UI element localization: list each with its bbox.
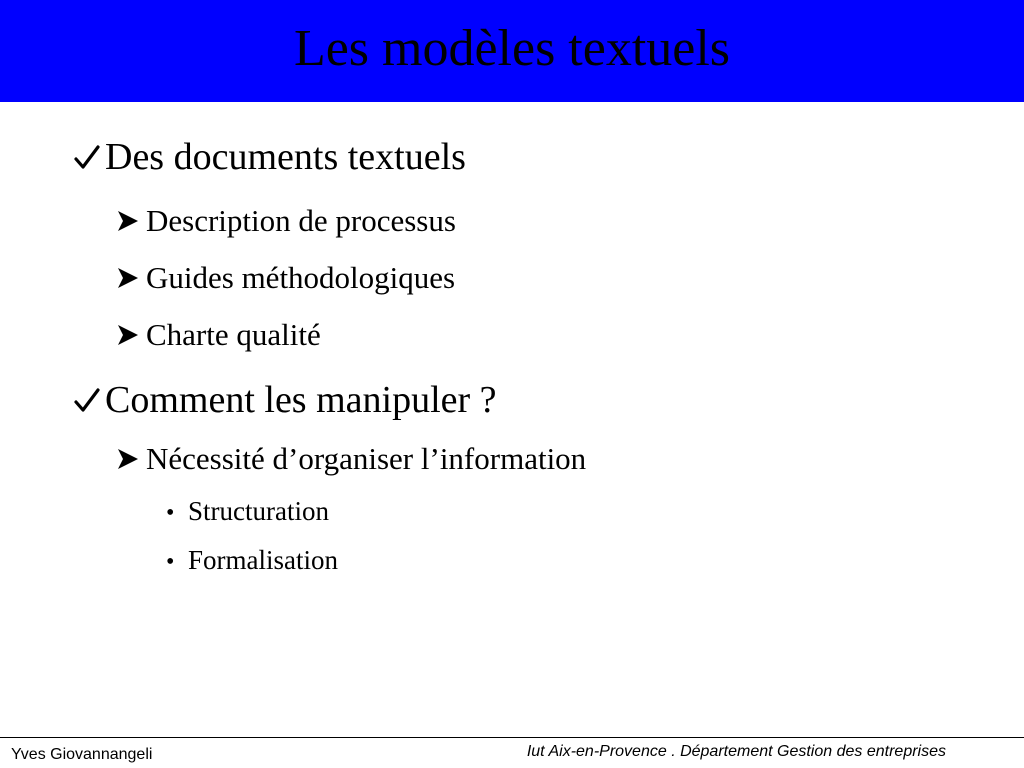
bullet-text: Nécessité d’organiser l’information (146, 441, 587, 476)
check-icon (74, 382, 102, 412)
arrow-icon (116, 202, 144, 240)
bullet-item-level-2 (116, 202, 456, 240)
bullet-text: Guides méthodologiques (146, 260, 456, 295)
bullet-icon: • (166, 549, 175, 575)
arrow-icon (116, 259, 144, 297)
bullet-text: Structuration (188, 496, 329, 526)
bullet-text: Charte qualité (146, 317, 321, 352)
bullet-item-level-2 (116, 316, 321, 354)
check-icon (74, 139, 102, 169)
bullet-item-level-1 (74, 134, 466, 180)
bullet-text: Des documents textuels (105, 136, 466, 178)
footer (0, 737, 1024, 768)
arrow-icon (116, 316, 144, 354)
bullet-item-level-1 (74, 377, 497, 423)
footer-institution: Iut Aix-en-Provence . Département Gestion des entreprises (526, 743, 946, 760)
bullet-icon: • (166, 500, 175, 526)
bullet-text: Description de processus (146, 203, 456, 238)
bullet-item-level-3 (166, 543, 338, 579)
bullet-item-level-3 (166, 494, 329, 530)
bullet-item-level-2 (116, 259, 455, 297)
slide-title: Les modèles textuels (293, 20, 731, 77)
bullet-item-level-2 (116, 440, 586, 478)
footer-author: Yves Giovannangeli (11, 746, 153, 763)
arrow-icon (116, 440, 144, 478)
bullet-text: Formalisation (188, 545, 338, 575)
bullet-text: Comment les manipuler ? (105, 379, 497, 421)
